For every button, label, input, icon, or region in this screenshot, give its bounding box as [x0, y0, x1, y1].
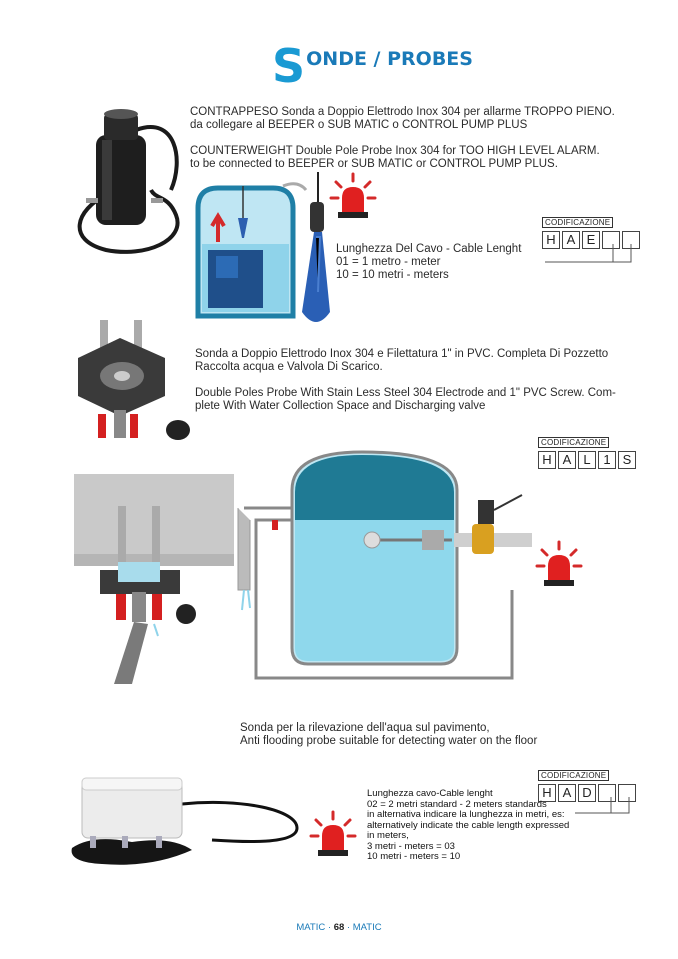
section1-text-en-line2: to be connected to BEEPER or SUB MATIC or CONTROL PUMP PLUS. — [190, 158, 558, 170]
section1-text-en-line1: COUNTERWEIGHT Double Pole Probe Inox 304 for TOO HIGH LEVEL ALARM. — [190, 145, 600, 157]
section3-cable-line: in alternativa indicare la lunghezza in metri, es: — [367, 809, 565, 820]
alarm-beacon-icon — [330, 172, 376, 222]
code-cell: D — [578, 784, 596, 802]
tank-pump-illustration — [188, 178, 308, 320]
alarm-beacon-icon — [310, 810, 356, 860]
code-cell: A — [558, 784, 576, 802]
section3-text-line2: Anti flooding probe suitable for detecting water on the floor — [240, 735, 538, 747]
section1-cable-info — [336, 243, 556, 282]
section1-cable-line: Lunghezza Del Cavo - Cable Lenght — [336, 243, 522, 255]
counterweight-probe-image — [66, 100, 191, 260]
section3-cable-line: 10 metri - meters = 10 — [367, 851, 461, 862]
section3-text — [240, 722, 620, 748]
section3-code-label: CODIFICAZIONE — [538, 770, 609, 781]
section1-text-it-line1: CONTRAPPESO Sonda a Doppio Elettrodo Inox 304 per allarme TROPPO PIENO. — [190, 106, 615, 118]
code-cell: H — [538, 784, 556, 802]
page-title — [272, 39, 473, 93]
code-cell: A — [562, 231, 580, 249]
code-cell: E — [582, 231, 600, 249]
section2-code-cells — [538, 451, 638, 469]
section3-code-connector — [575, 797, 635, 819]
section1-code-label: CODIFICAZIONE — [542, 217, 613, 228]
section3-cable-line: 02 = 2 metri standard - 2 meters standards — [367, 798, 547, 810]
code-cell: H — [538, 451, 556, 469]
alarm-beacon-icon — [536, 540, 582, 590]
section1-text-it-line2: da collegare al BEEPER o SUB MATIC o CONTROL PUMP PLUS — [190, 119, 528, 131]
section2-text-it-line2: Raccolta acqua e Valvola Di Scarico. — [195, 361, 383, 373]
section1-cable-line: 10 = 10 metri - meters — [336, 269, 449, 281]
section2-text-it-line1: Sonda a Doppio Elettrodo Inox 304 e Filettatura 1" in PVC. Completa Di Pozzetto — [195, 348, 609, 360]
page-number: 68 — [333, 922, 345, 933]
section2-text-en-line2: plete With Water Collection Space and Discharging valve — [195, 400, 486, 412]
code-cell: H — [542, 231, 560, 249]
section2-code-box — [538, 432, 638, 469]
code-cell: 1 — [598, 451, 616, 469]
code-cell: L — [578, 451, 596, 469]
section1-cable-line: 01 = 1 metro - meter — [336, 256, 441, 268]
page-footer — [0, 922, 678, 933]
footer-separator: · — [325, 922, 334, 933]
large-tank-illustration — [232, 440, 532, 690]
section3-cable-line: in meters, — [367, 830, 409, 841]
section3-cable-line: 3 metri - meters = 03 — [367, 840, 455, 852]
title-rest: ONDE / PROBES — [306, 48, 473, 70]
code-cell: S — [618, 451, 636, 469]
anti-flooding-probe-image — [72, 770, 307, 870]
hex-probe-image — [70, 318, 195, 448]
section3-cable-line: Lunghezza cavo-Cable lenght — [367, 788, 493, 799]
footer-brand-right: MATIC — [352, 922, 382, 933]
section1-text-en — [190, 145, 650, 171]
section1-text-it — [190, 106, 650, 132]
section3-cable-line: alternatively indicate the cable length expressed — [367, 819, 570, 831]
section3-text-line1: Sonda per la rilevazione dell'aqua sul pavimento, — [240, 722, 490, 734]
section2-text-en — [195, 387, 655, 413]
floor-installation-illustration — [74, 474, 234, 684]
section2-code-label: CODIFICAZIONE — [538, 437, 609, 448]
footer-separator: · — [344, 922, 353, 933]
footer-brand-left: MATIC — [296, 922, 326, 933]
section3-cable-info — [367, 789, 582, 863]
code-cell: A — [558, 451, 576, 469]
section1-code-connector — [545, 244, 635, 268]
section2-text-en-line1: Double Poles Probe With Stain Less Steel 304 Electrode and 1" PVC Screw. Com- — [195, 387, 616, 399]
section2-text-it — [195, 348, 655, 374]
title-initial: S — [272, 39, 306, 93]
